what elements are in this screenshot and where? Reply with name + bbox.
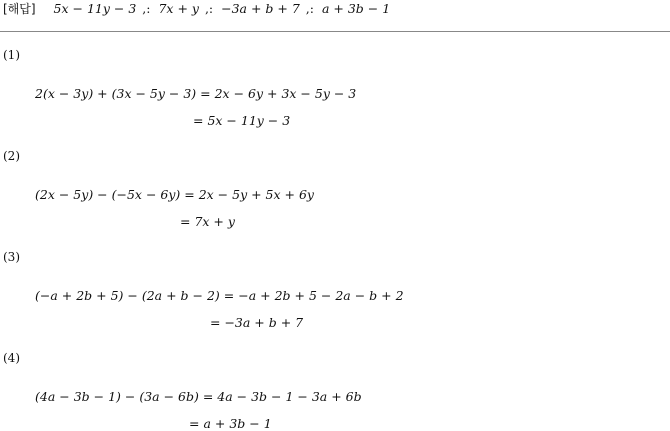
equation-line-1: (4a − 3b − 1) − (3a − 6b) = 4a − 3b − 1 − 3a + 6b xyxy=(35,389,362,404)
answer-separator: ,: xyxy=(305,1,314,16)
answer-line xyxy=(3,0,390,17)
problem-number: (3) xyxy=(3,250,20,264)
equation-line-1: (−a + 2b + 5) − (2a + b − 2) = −a + 2b + 5 − 2a − b + 2 xyxy=(35,288,404,303)
problem-number: (1) xyxy=(3,48,20,62)
answer-1: 5x − 11y − 3 xyxy=(53,1,137,16)
equation-line-2: = 5x − 11y − 3 xyxy=(193,113,291,128)
problem-number: (4) xyxy=(3,351,20,365)
equation-line-2: = 7x + y xyxy=(180,214,235,229)
answer-separator: ,: xyxy=(142,1,151,16)
divider xyxy=(0,31,670,32)
answer-4: a + 3b − 1 xyxy=(321,1,391,16)
equation-line-2: = −3a + b + 7 xyxy=(210,315,304,330)
equation-line-2: = a + 3b − 1 xyxy=(189,416,272,431)
equation-line-1: (2x − 5y) − (−5x − 6y) = 2x − 5y + 5x + 6y xyxy=(35,187,314,202)
answer-label: [해답] xyxy=(3,2,36,16)
answer-2: 7x + y xyxy=(158,1,199,16)
problem-number: (2) xyxy=(3,149,20,163)
answer-separator: ,: xyxy=(204,1,214,16)
answer-3: −3a + b + 7 xyxy=(221,1,300,16)
equation-line-1: 2(x − 3y) + (3x − 5y − 3) = 2x − 6y + 3x − 5y − 3 xyxy=(35,86,357,101)
